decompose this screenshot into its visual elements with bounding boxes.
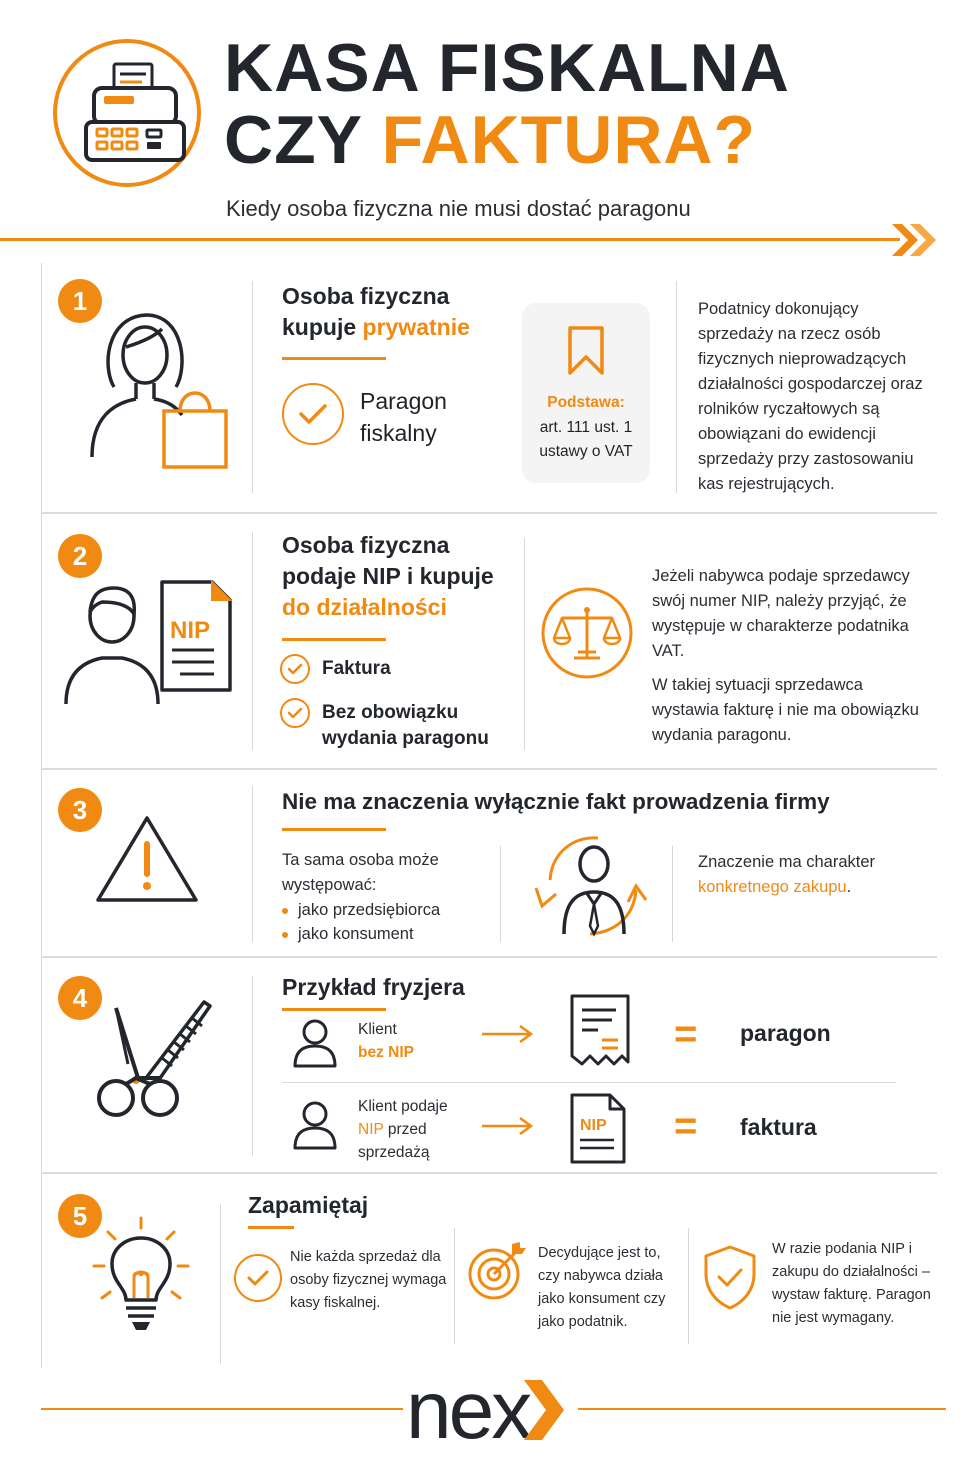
- client-label-line3: sprzedażą: [358, 1144, 430, 1161]
- footer-line-right: [578, 1408, 946, 1410]
- scales-of-justice-icon: [540, 586, 634, 680]
- divider: [500, 846, 501, 942]
- section-2: [0, 514, 980, 769]
- double-chevron-icon: [888, 222, 942, 258]
- equals-sign: =: [674, 1012, 698, 1056]
- tip-1: Nie każda sprzedaż dla osoby fizycznej wymaga kasy fiskalnej.: [290, 1249, 447, 1311]
- title-underline: [282, 828, 386, 831]
- client-label-highlight: NIP: [358, 1121, 384, 1138]
- divider: [252, 532, 253, 750]
- section-number-badge: 4: [58, 976, 102, 1020]
- section-3: [0, 770, 980, 957]
- title-underline: [248, 1226, 294, 1229]
- result-item-invoice: Faktura: [322, 658, 391, 679]
- section-5: [0, 1174, 980, 1370]
- section-4: [0, 958, 980, 1173]
- right-note: [698, 850, 918, 900]
- arrow-right-icon: [480, 1024, 534, 1044]
- title-underline: [282, 1008, 386, 1011]
- section-title: Zapamiętaj: [248, 1192, 369, 1218]
- section-title: [282, 530, 494, 623]
- divider: [252, 786, 253, 942]
- title-underline: [282, 357, 386, 360]
- bullet-text: jako przedsiębiorca: [298, 901, 441, 919]
- doc-nip-label: NIP: [170, 617, 211, 644]
- section-title: Nie ma znaczenia wyłącznie fakt prowadzenia firmy: [282, 789, 830, 814]
- legal-basis-card: [522, 303, 650, 483]
- section-title-line2: kupuje: [282, 314, 363, 340]
- bookmark-icon: [566, 325, 606, 377]
- invoice-document-icon: [568, 1092, 628, 1166]
- page-subtitle: Kiedy osoba fizyczna nie musi dostać paragonu: [226, 196, 691, 221]
- result-line1: Paragon: [360, 388, 447, 414]
- section-description-1: Jeżeli nabywca podaje sprzedawcy swój numer NIP, należy przyjąć, że występuje w charakterze podatnika VAT.: [652, 567, 910, 660]
- right-note-end: .: [846, 878, 852, 896]
- scissors-and-comb-icon: [86, 994, 216, 1120]
- section-1: [0, 263, 980, 513]
- tip-3: W razie podania NIP i zakupu do działalności – wystaw fakturę. Paragon nie jest wymagany.: [772, 1241, 931, 1326]
- check-circle-icon: [282, 383, 344, 445]
- target-icon: [466, 1240, 528, 1302]
- divider: [524, 538, 525, 750]
- divider: [454, 1228, 455, 1344]
- client-label-line2: przed: [383, 1121, 427, 1138]
- result-invoice: faktura: [740, 1114, 817, 1140]
- divider: [672, 846, 673, 942]
- section-title: Przykład fryzjera: [282, 974, 465, 1000]
- section-description-2: W takiej sytuacji sprzedawca wystawia fakturę i nie ma obowiązku wydania paragonu.: [652, 676, 919, 744]
- bullet-item: [282, 922, 414, 947]
- basis-text: art. 111 ust. 1 ustawy o VAT: [539, 419, 633, 460]
- client-icon: [292, 1100, 338, 1150]
- page-title-highlight: FAKTURA?: [381, 102, 757, 178]
- result-receipt: paragon: [740, 1020, 831, 1046]
- page-title-line1: KASA FISKALNA: [224, 30, 790, 106]
- page-title-line2: [224, 102, 757, 178]
- person-with-document-icon: [62, 578, 237, 708]
- intro-text: Ta sama osoba może występować:: [282, 851, 439, 894]
- check-circle-icon: [234, 1254, 282, 1302]
- footer-line-left: [41, 1408, 403, 1410]
- client-label-highlight: bez NIP: [358, 1044, 414, 1061]
- section-number-badge: 3: [58, 788, 102, 832]
- right-note-highlight: konkretnego zakupu: [698, 878, 847, 896]
- section-title-line1: Osoba fizyczna: [282, 283, 450, 309]
- businessman-cycle-icon: [528, 830, 654, 940]
- client-label-line1: Klient: [358, 1021, 397, 1038]
- divider: [676, 281, 677, 493]
- divider: [688, 1228, 689, 1344]
- equals-sign: =: [674, 1104, 698, 1148]
- company-logo: [404, 1372, 574, 1452]
- logo-text: nex: [406, 1372, 530, 1452]
- basis-label: Podstawa:: [547, 394, 625, 411]
- section-description: Podatnicy dokonujący sprzedaży na rzecz osób fizycznych nieprowadzących działalności gospodarczej oraz rolników ryczałtowych są obowiązani do ewidencji sprzedaży przy zastosowaniu kas rejestrujących.: [698, 300, 923, 493]
- shield-check-icon: [702, 1244, 758, 1310]
- doc-nip-label: NIP: [580, 1117, 607, 1134]
- footer: [0, 1372, 980, 1470]
- section-number-badge: 2: [58, 534, 102, 578]
- cash-register-icon: [52, 38, 202, 188]
- row-divider: [282, 1082, 896, 1083]
- client-label-line1: Klient podaje: [358, 1098, 448, 1115]
- page-title-line2-a: CZY: [224, 102, 382, 178]
- bullet-dot: [282, 932, 288, 938]
- section-title-highlight: prywatnie: [362, 314, 470, 340]
- client-label: [358, 1018, 414, 1064]
- divider: [220, 1204, 221, 1364]
- header: [0, 0, 980, 250]
- lightbulb-icon: [88, 1214, 194, 1334]
- section-title-line1: Osoba fizyczna: [282, 532, 450, 558]
- divider: [252, 976, 253, 1156]
- bullet-item: [282, 898, 440, 923]
- tip-2: Decydujące jest to, czy nabywca działa jako konsument czy jako podatnik.: [538, 1245, 666, 1330]
- section-title-highlight: do działalności: [282, 594, 447, 620]
- check-circle-icon: [280, 698, 310, 728]
- section-title: [282, 281, 470, 343]
- header-divider: [0, 238, 900, 241]
- section-number-badge: 5: [58, 1194, 102, 1238]
- divider: [252, 281, 253, 493]
- arrow-right-icon: [480, 1116, 534, 1136]
- title-underline: [282, 638, 386, 641]
- right-note-a: Znaczenie ma charakter: [698, 853, 875, 871]
- woman-shopping-icon: [84, 307, 234, 477]
- warning-triangle-icon: [94, 814, 200, 906]
- client-icon: [292, 1018, 338, 1068]
- result-label: [360, 385, 447, 449]
- check-circle-icon: [280, 654, 310, 684]
- section-title-line2: podaje NIP i kupuje: [282, 563, 494, 589]
- bullet-text: jako konsument: [298, 925, 414, 943]
- client-label: [358, 1095, 448, 1164]
- section-number-badge: 1: [58, 279, 102, 323]
- bullet-dot: [282, 908, 288, 914]
- receipt-icon: [568, 992, 632, 1068]
- result-line2: fiskalny: [360, 420, 437, 446]
- result-item-no-receipt: Bez obowiązku wydania paragonu: [322, 702, 489, 749]
